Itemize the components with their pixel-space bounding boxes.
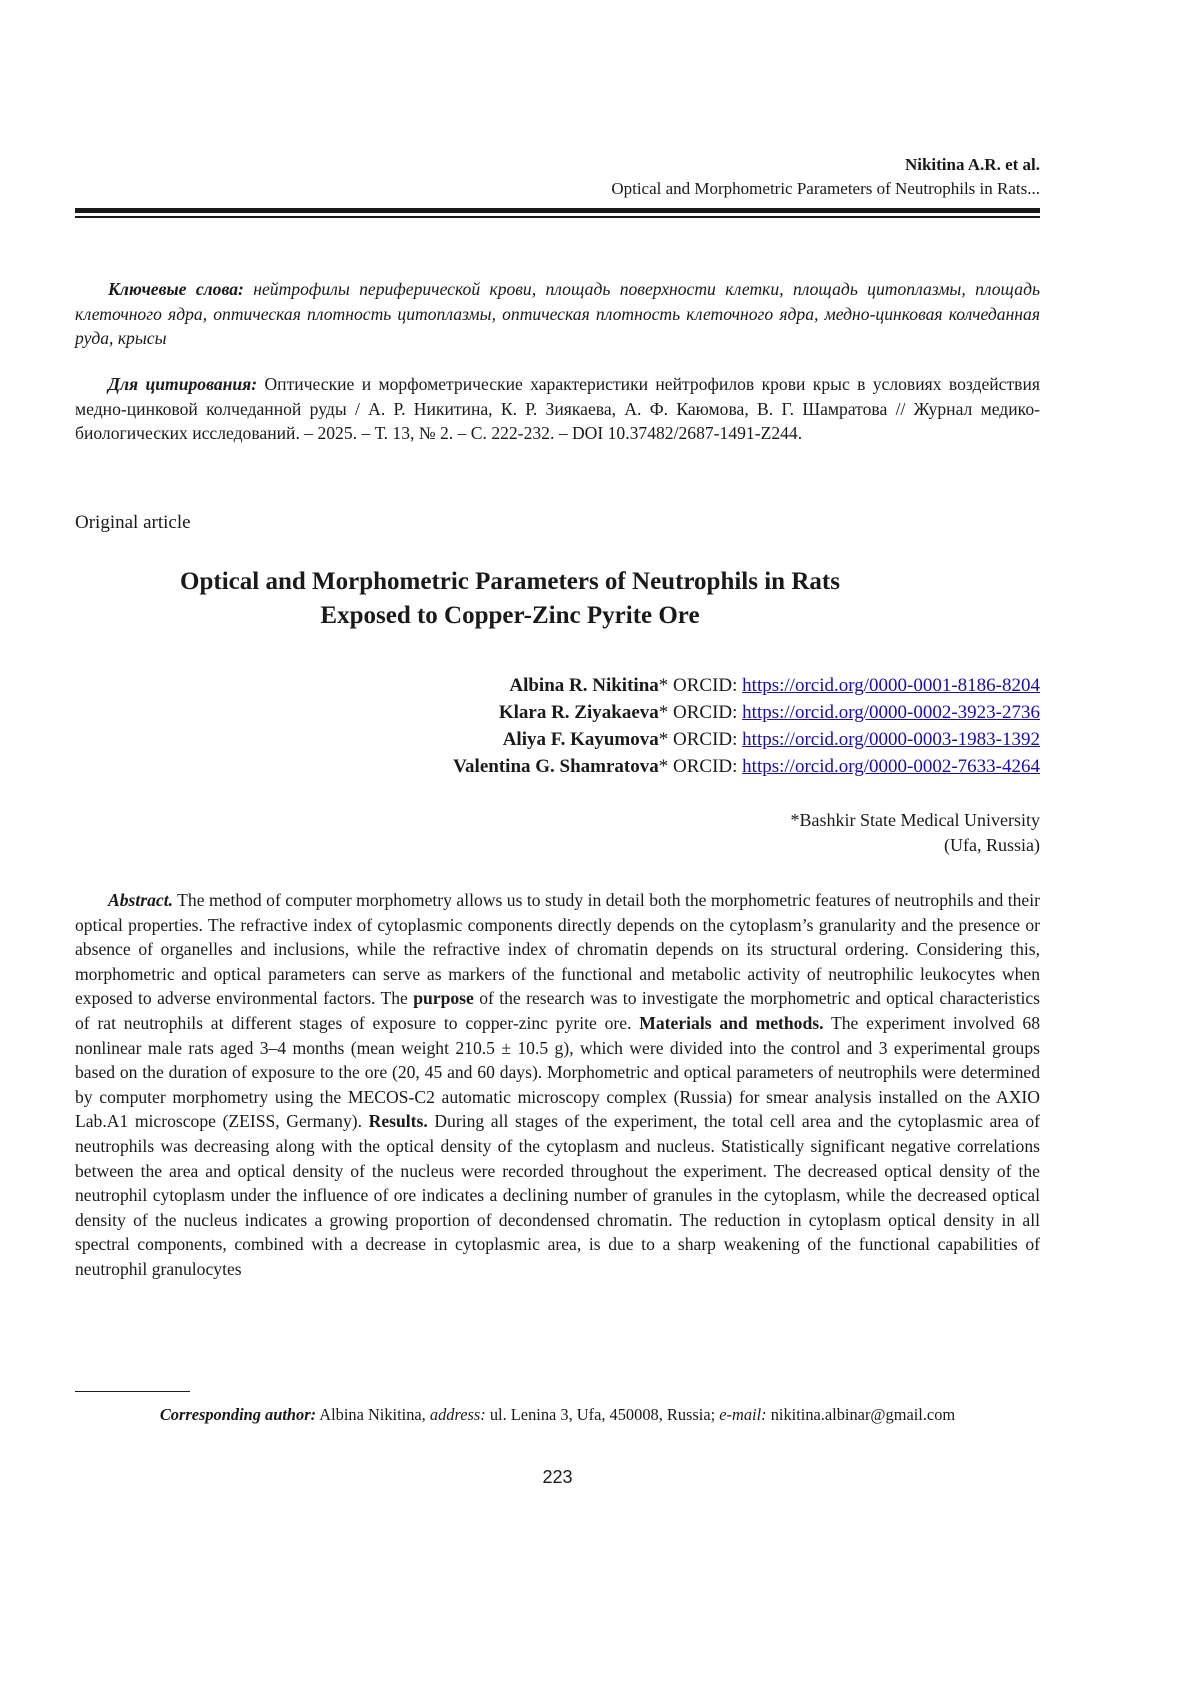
orcid-link[interactable]: https://orcid.org/0000-0001-8186-8204 bbox=[742, 675, 1040, 696]
article-title-line-2: Exposed to Copper-Zinc Pyrite Ore bbox=[0, 599, 1040, 633]
keywords-paragraph bbox=[75, 277, 1040, 351]
corresponding-author-label: Corresponding author: bbox=[160, 1405, 316, 1424]
header-rule-thin bbox=[75, 216, 1040, 218]
abstract-text-3: The experiment involved 68 nonlinear male rats aged 3–4 months (mean weight 210.5 ± 10.5 g), which were divided into the control and 3 experimental groups based on the duration of exposure to the ore (20, 45 and 60 days). Morphometric and optical parameters of neutrophils were determined by computer morphometry using the MECOS-C2 automatic microscopy complex (Russia) for smear analysis installed on the AXIO Lab.A1 microscope (ZEISS, Germany). bbox=[75, 1013, 1040, 1131]
orcid-link[interactable]: https://orcid.org/0000-0002-7633-4264 bbox=[742, 756, 1040, 777]
citation-label: Для цитирования: bbox=[108, 374, 257, 394]
author-line bbox=[453, 726, 1040, 753]
author-line bbox=[453, 753, 1040, 780]
email-label: e-mail: bbox=[719, 1405, 766, 1424]
orcid-label: ORCID: bbox=[668, 675, 742, 696]
author-affil-mark: * bbox=[659, 702, 669, 723]
author-name: Klara R. Ziyakaeva bbox=[499, 702, 659, 723]
author-affil-mark: * bbox=[659, 729, 669, 750]
running-header-title: Optical and Morphometric Parameters of Neutrophils in Rats... bbox=[140, 179, 1040, 199]
orcid-label: ORCID: bbox=[668, 729, 742, 750]
purpose-label: purpose bbox=[413, 988, 474, 1008]
affiliation-line-2: (Ufa, Russia) bbox=[791, 833, 1040, 858]
orcid-label: ORCID: bbox=[668, 756, 742, 777]
methods-label: Materials and methods. bbox=[639, 1013, 823, 1033]
orcid-link[interactable]: https://orcid.org/0000-0003-1983-1392 bbox=[742, 729, 1040, 750]
article-type: Original article bbox=[75, 512, 191, 534]
abstract-text-2: of the research was to investigate the morphometric and optical characteristics of rat neutrophils at different stages of exposure to copper-zinc pyrite ore. bbox=[75, 988, 1040, 1033]
orcid-label: ORCID: bbox=[668, 702, 742, 723]
page-number: 223 bbox=[75, 1467, 1040, 1488]
author-line bbox=[453, 699, 1040, 726]
affiliation bbox=[791, 808, 1040, 858]
author-affil-mark: * bbox=[659, 756, 669, 777]
author-name: Albina R. Nikitina bbox=[509, 675, 658, 696]
article-title bbox=[75, 565, 1040, 633]
author-affil-mark: * bbox=[659, 675, 669, 696]
footnote-rule bbox=[75, 1391, 190, 1392]
running-header-author: Nikitina A.R. et al. bbox=[140, 155, 1040, 175]
results-label: Results. bbox=[369, 1111, 428, 1131]
email-value: nikitina.albinar@gmail.com bbox=[767, 1405, 956, 1424]
address-value: ul. Lenina 3, Ufa, 450008, Russia; bbox=[486, 1405, 720, 1424]
article-title-line-1: Optical and Morphometric Parameters of Neutrophils in Rats bbox=[0, 565, 1040, 599]
keywords-text: нейтрофилы периферической крови, площадь поверхности клетки, площадь цитоплазмы, площадь клеточного ядра, оптическая плотность цитоплазмы, оптическая плотность клеточного ядра, медно-цинковая колчеданная руда, крысы bbox=[75, 279, 1040, 348]
corresponding-author-name: Albina Nikitina, bbox=[316, 1405, 430, 1424]
abstract-text-1: The method of computer morphometry allows us to study in detail both the morphometric features of neutrophils and their optical properties. The refractive index of cytoplasmic components directly depends on the cytoplasm’s granularity and the presence or absence of organelles and inclusions, while the refractive index of chromatin depends on its structural ordering. Considering this, morphometric and optical parameters can serve as markers of the functional and metabolic activity of neutrophilic leukocytes when exposed to adverse environmental factors. The bbox=[75, 890, 1040, 1008]
abstract-label: Abstract. bbox=[108, 890, 173, 910]
author-name: Aliya F. Kayumova bbox=[503, 729, 659, 750]
author-name: Valentina G. Shamratova bbox=[453, 756, 659, 777]
citation-text: Оптические и морфометрические характеристики нейтрофилов крови крыс в условиях воздействия медно-цинковой колчеданной руды / А. Р. Никитина, К. Р. Зиякаева, А. Ф. Каюмова, В. Г. Шамратова // Журнал медико-биологических исследований. – 2025. – Т. 13, № 2. – С. 222-232. – DOI 10.37482/2687-1491-Z244. bbox=[75, 374, 1040, 443]
keywords-label: Ключевые слова: bbox=[108, 279, 244, 299]
header-rule-thick bbox=[75, 208, 1040, 213]
affiliation-line-1: *Bashkir State Medical University bbox=[791, 808, 1040, 833]
orcid-link[interactable]: https://orcid.org/0000-0002-3923-2736 bbox=[742, 702, 1040, 723]
author-line bbox=[453, 672, 1040, 699]
corresponding-author-footnote bbox=[75, 1404, 1040, 1426]
author-list bbox=[453, 672, 1040, 780]
abstract-paragraph bbox=[75, 888, 1040, 1282]
abstract-text-4: During all stages of the experiment, the total cell area and the cytoplasmic area of neutrophils was decreasing along with the optical density of the cytoplasm and nucleus. Statistically significant negative correlations between the area and optical density of the nucleus were recorded throughout the experiment. The decreased optical density of the neutrophil cytoplasm under the influence of ore indicates a declining number of granules in the cytoplasm, while the decreased optical density of the nucleus indicates a growing proportion of decondensed chromatin. The reduction in cytoplasm optical density in all spectral components, combined with a decrease in cytoplasmic area, is due to a sharp weakening of the functional capabilities of neutrophil granulocytes bbox=[75, 1111, 1040, 1279]
citation-paragraph bbox=[75, 372, 1040, 446]
address-label: address: bbox=[430, 1405, 486, 1424]
